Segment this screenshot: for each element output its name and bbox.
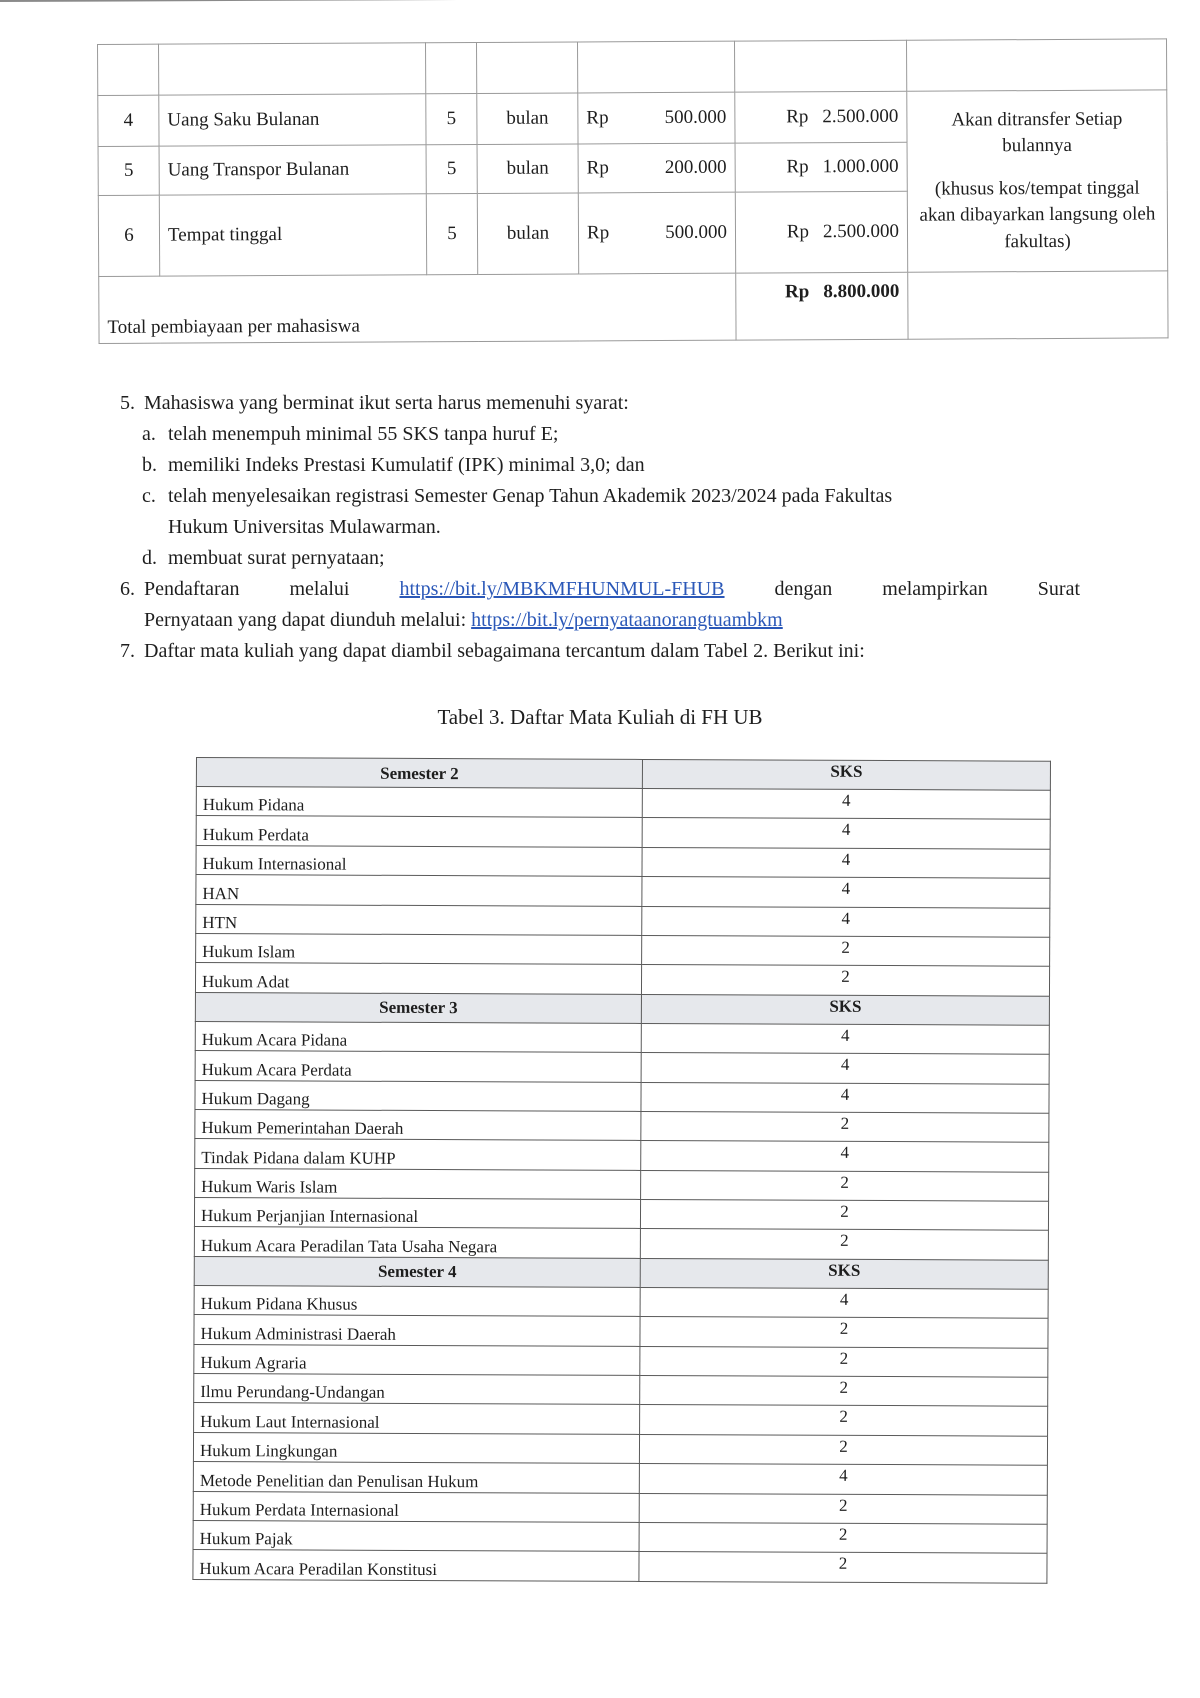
item-price: Rp 200.000 (578, 143, 735, 193)
semester-3-group (194, 992, 1049, 1260)
course-row: Hukum Acara Pidana 4 (195, 1021, 1049, 1054)
semester-title: Semester 4 (194, 1256, 640, 1287)
course-row: Hukum Internasional 4 (196, 845, 1050, 878)
item-unit: bulan (477, 144, 578, 194)
list-item-5: 5. Mahasiswa yang berminat ikut serta harus memenuhi syarat: (120, 392, 629, 414)
course-row: Hukum Pidana 4 (196, 787, 1050, 820)
course-row: Hukum Acara Perdata 4 (195, 1051, 1049, 1084)
statement-download-link[interactable]: https://bit.ly/pernyataanorangtuambkm (471, 609, 783, 631)
item-qty: 5 (426, 194, 477, 275)
row-number: 4 (98, 95, 159, 146)
sks-header: SKS (641, 994, 1049, 1025)
requirement-c-continued: Hukum Universitas Mulawarman. (168, 516, 441, 538)
registration-link[interactable]: https://bit.ly/MBKMFHUNMUL-FHUB (399, 578, 725, 600)
requirement-c: c. telah menyelesaikan registrasi Semester Genap Tahun Akademik 2023/2024 pada Fakultas (142, 485, 893, 507)
item-unit: bulan (477, 193, 578, 275)
semester-header (194, 1256, 1048, 1289)
course-row: Hukum Pidana Khusus 4 (194, 1285, 1048, 1318)
course-table (192, 757, 1051, 1583)
item-subtotal: Rp 2.500.000 (735, 191, 907, 273)
total-label: Total pembiayaan per mahasiswa (99, 273, 736, 343)
table-caption: Tabel 3. Daftar Mata Kuliah di FH UB (437, 705, 763, 729)
requirement-d: d. membuat surat pernyataan; (142, 547, 385, 569)
cost-table (97, 38, 1169, 344)
row-number: 5 (98, 146, 159, 195)
requirement-b: b. memiliki Indeks Prestasi Kumulatif (IPK) minimal 3,0; dan (142, 454, 645, 476)
payment-note-line2: (khusus kos/tempat tinggal akan dibayarkan langsung oleh fakultas) (919, 177, 1156, 253)
semester-title: Semester 3 (195, 992, 641, 1023)
course-row: Metode Penelitian dan Penulisan Hukum 4 (193, 1462, 1047, 1495)
total-value: Rp 8.800.000 (736, 272, 908, 340)
course-row: Hukum Pajak 2 (193, 1520, 1047, 1553)
course-row: Hukum Islam 2 (196, 933, 1050, 966)
item-name: Uang Transpor Bulanan (159, 145, 426, 195)
list-item-6: 6. Pendaftaran melalui https://bit.ly/MBKMFHUNMUL-FHUB dengan melampirkan Surat (120, 574, 1080, 605)
course-row: HAN 4 (196, 875, 1050, 908)
semester-title: Semester 2 (196, 758, 642, 789)
payment-note (907, 90, 1168, 272)
course-row: Hukum Pemerintahan Daerah 2 (195, 1109, 1049, 1142)
item-price: Rp 500.000 (578, 92, 735, 144)
row-number: 6 (98, 195, 159, 276)
course-row: Hukum Acara Peradilan Konstitusi 2 (193, 1550, 1047, 1583)
cost-total-row (99, 271, 1168, 344)
course-row: Hukum Perdata Internasional 2 (193, 1491, 1047, 1524)
scan-edge-line (0, 0, 660, 2)
item-qty: 5 (426, 94, 477, 145)
course-row: Hukum Waris Islam 2 (195, 1168, 1049, 1201)
item-price: Rp 500.000 (578, 192, 735, 274)
requirements-list (120, 388, 1080, 667)
course-row: Hukum Laut Internasional 2 (194, 1403, 1048, 1436)
item-unit: bulan (477, 93, 578, 145)
sks-header: SKS (642, 759, 1050, 790)
item-name: Tempat tinggal (159, 194, 426, 276)
cost-row (98, 90, 1167, 147)
semester-2-group (195, 758, 1050, 996)
requirement-a: a. telah menempuh minimal 55 SKS tanpa huruf E; (142, 423, 559, 445)
list-item-6-continued: Pernyataan yang dapat diunduh melalui: https://bit.ly/pernyataanorangtuambkm (144, 609, 783, 631)
payment-note-line1: Akan ditransfer Setiap bulannya (951, 108, 1123, 157)
semester-header (196, 758, 1050, 791)
course-row: Hukum Lingkungan 2 (193, 1432, 1047, 1465)
course-row: Ilmu Perundang-Undangan 2 (194, 1374, 1048, 1407)
list-item-7: 7. Daftar mata kuliah yang dapat diambil sebagaimana tercantum dalam Tabel 2. Berikut ini: (120, 640, 865, 662)
item-subtotal: Rp 2.500.000 (735, 91, 907, 143)
course-row: Hukum Administrasi Daerah 2 (194, 1315, 1048, 1348)
course-row: Hukum Adat 2 (195, 963, 1049, 996)
course-row: HTN 4 (196, 904, 1050, 937)
item-subtotal: Rp 1.000.000 (735, 142, 907, 192)
course-row: Hukum Dagang 4 (195, 1080, 1049, 1113)
semester-4-group (193, 1256, 1048, 1583)
cost-table-blank-row (98, 39, 1167, 96)
item-qty: 5 (426, 145, 477, 194)
course-row: Hukum Perjanjian Internasional 2 (194, 1198, 1048, 1231)
sks-header: SKS (640, 1258, 1048, 1289)
course-row: Hukum Agraria 2 (194, 1344, 1048, 1377)
course-row: Hukum Perdata 4 (196, 816, 1050, 849)
course-row: Tindak Pidana dalam KUHP 4 (195, 1139, 1049, 1172)
semester-header (195, 992, 1049, 1025)
item-name: Uang Saku Bulanan (159, 94, 426, 146)
course-row: Hukum Acara Peradilan Tata Usaha Negara 2 (194, 1227, 1048, 1260)
